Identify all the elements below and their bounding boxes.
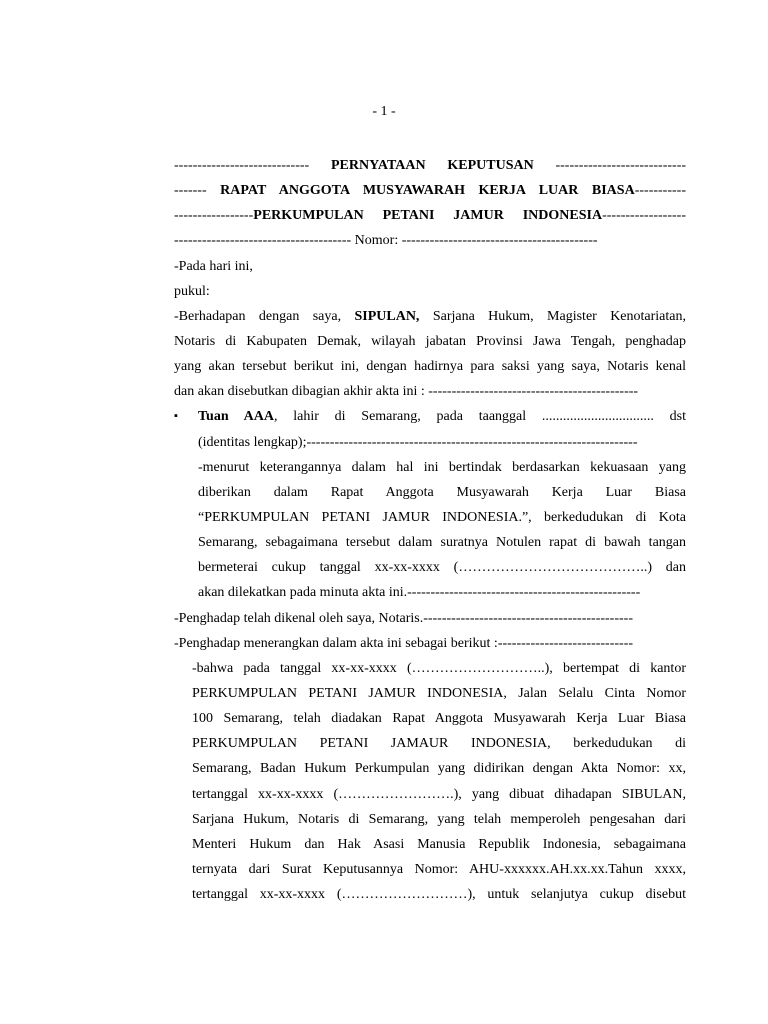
statement-line: ternyata dari Surat Keputusannya Nomor: AHU-xxxxxx.AH.xx.xx.Tahun xxxx,: [192, 861, 686, 877]
statement-line: Semarang, Badan Hukum Perkumpulan yang didirikan dengan Akta Nomor: xx,: [192, 761, 686, 777]
intro-paragraph-line: [174, 304, 686, 329]
statement-line: Sarjana Hukum, Notaris di Semarang, yang telah memperoleh pengesahan dari: [192, 811, 686, 827]
appearer-line: [174, 404, 686, 429]
known-line: -Penghadap telah dikenal oleh saya, Notaris.---------------------------------------------: [174, 610, 633, 626]
appearer-line: -menurut keterangannya dalam hal ini bertindak berdasarkan kekuasaan yang: [198, 459, 686, 475]
appearer-text: , lahir di Semarang, pada taanggal ................................ dst: [273, 409, 686, 425]
appearer-line: Semarang, sebagaimana tersebut dalam suratnya Notulen rapat di bawah tangan: [198, 535, 686, 551]
appearer-line: (identitas lengkap);-----------------------------------------------------------------------: [198, 434, 638, 450]
title-line-3: [174, 203, 686, 228]
intro-paragraph-line: yang akan tersebut berikut ini, dengan hadirnya para saksi yang saya, Notaris kenal: [174, 359, 686, 375]
statement-line: tertanggal xx-xx-xxxx (…………………….), yang dibuat dihadapan SIBULAN,: [192, 786, 686, 802]
dash-fill: ----------------------------: [533, 158, 686, 173]
document-body: [174, 153, 686, 907]
organization-title: PERKUMPULAN PETANI JAMUR INDONESIA: [253, 208, 603, 224]
dash-fill: -----------------------------: [174, 158, 331, 173]
statement-line: -bahwa pada tanggal xx-xx-xxxx (………………………..), bertempat di kantor: [192, 660, 686, 676]
appearer-line: diberikan dalam Rapat Anggota Musyawarah Kerja Luar Biasa: [198, 484, 686, 500]
appearer-item: [174, 404, 686, 429]
statement-line: tertanggal xx-xx-xxxx (………………………), untuk selanjutya cukup disebut: [192, 887, 686, 903]
time-line: pukul:: [174, 283, 210, 299]
intro-paragraph-line: Notaris di Kabupaten Demak, wilayah jabatan Provinsi Jawa Tengah, penghadap: [174, 333, 686, 349]
title-line-2: [174, 178, 686, 203]
appearer-line: bermeterai cukup tanggal xx-xx-xxxx (…………………………………..) dan: [198, 560, 686, 576]
statement-line: PERKUMPULAN PETANI JAMAUR INDONESIA, berkedudukan di: [192, 736, 686, 752]
meeting-title: RAPAT ANGGOTA MUSYAWARAH KERJA LUAR BIASA: [220, 183, 635, 199]
dash-fill: -----------: [634, 183, 686, 199]
dash-fill: -------: [174, 183, 221, 199]
day-line: -Pada hari ini,: [174, 258, 253, 274]
appearer-line: “PERKUMPULAN PETANI JAMUR INDONESIA.”, berkedudukan di Kota: [198, 509, 686, 525]
intro-text: -Berhadapan dengan saya,: [174, 308, 355, 324]
statement-line: PERKUMPULAN PETANI JAMUR INDONESIA, Jalan Selalu Cinta Nomor: [192, 685, 686, 701]
number-line: -------------------------------------- Nomor: ------------------------------------------: [174, 233, 598, 249]
dash-fill: ------------------: [602, 208, 686, 224]
appearer-name: Tuan AAA: [198, 409, 274, 425]
document-title: PERNYATAAN KEPUTUSAN: [330, 158, 534, 173]
intro-paragraph-line: dan akan disebutkan dibagian akhir akta ini : ---------------------------------------------: [174, 384, 639, 400]
notary-name: SIPULAN,: [354, 308, 420, 324]
dash-fill: -----------------: [174, 208, 254, 224]
intro-text: Sarjana Hukum, Magister Kenotariatan,: [419, 308, 686, 324]
page-number: - 1 -: [372, 104, 396, 119]
title-line-1: [174, 153, 686, 178]
appearer-line: akan dilekatkan pada minuta akta ini.--------------------------------------------------: [198, 585, 641, 601]
square-bullet-icon: ▪: [174, 410, 178, 423]
statement-line: 100 Semarang, telah diadakan Rapat Anggota Musyawarah Kerja Luar Biasa: [192, 711, 686, 727]
statement-line: Menteri Hukum dan Hak Asasi Manusia Republik Indonesia, sebagaimana: [192, 836, 686, 852]
states-line: -Penghadap menerangkan dalam akta ini sebagai berikut :-----------------------------: [174, 635, 634, 651]
